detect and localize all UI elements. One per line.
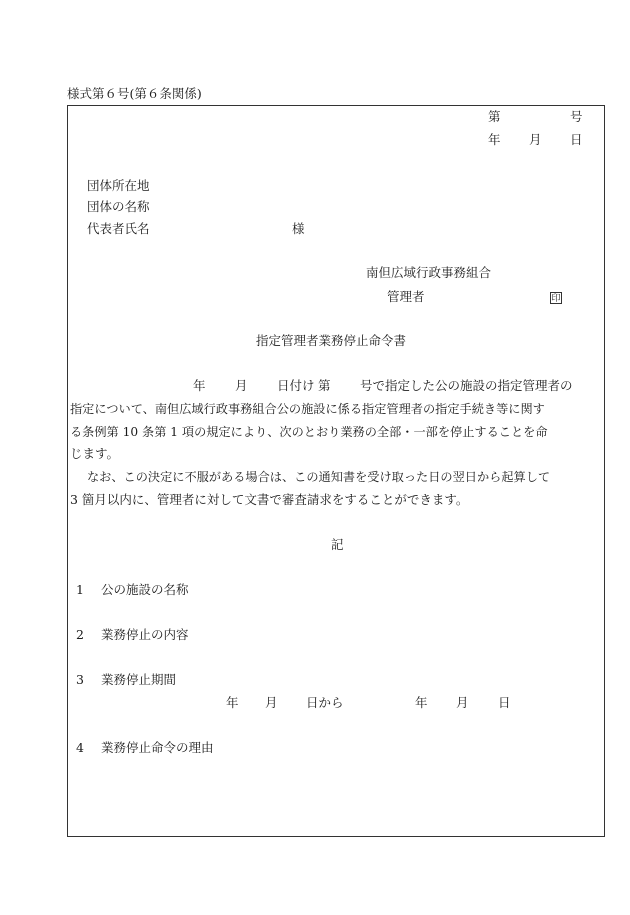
seal-icon: 印 bbox=[551, 294, 561, 304]
period-day1-from: 日から bbox=[306, 695, 344, 710]
number-go: 号 bbox=[570, 109, 583, 124]
body-line2: 指定について、南但広域行政事務組合公の施設に係る指定管理者の指定手続き等に関す bbox=[70, 402, 545, 416]
recipient-name-label: 団体の名称 bbox=[87, 199, 150, 214]
issuer-seal bbox=[550, 291, 562, 304]
body-line6: 3 箇月以内に、管理者に対して文書で審査請求をすることができます。 bbox=[70, 492, 469, 507]
body-l1-month: 月 bbox=[235, 378, 248, 393]
date-month: 月 bbox=[529, 132, 542, 147]
body-l1-rest: 号で指定した公の施設の指定管理者の bbox=[360, 378, 573, 393]
number-dai: 第 bbox=[488, 109, 501, 124]
period-day2: 日 bbox=[498, 695, 511, 710]
body-line4: じます。 bbox=[70, 446, 120, 461]
document-title: 指定管理者業務停止命令書 bbox=[256, 333, 407, 348]
body-l1-dai: 第 bbox=[318, 378, 331, 393]
period-year1: 年 bbox=[226, 695, 239, 710]
body-l1-dated: 日付け bbox=[277, 378, 315, 393]
item-1-label: 公の施設の名称 bbox=[101, 582, 189, 597]
recipient-rep-label: 代表者氏名 bbox=[87, 221, 150, 236]
issuer-org: 南但広域行政事務組合 bbox=[366, 265, 492, 280]
body-line5: なお、この決定に不服がある場合は、この通知書を受け取った日の翌日から起算して bbox=[87, 470, 551, 484]
date-day: 日 bbox=[570, 132, 583, 147]
period-month1: 月 bbox=[265, 695, 278, 710]
period-month2: 月 bbox=[456, 695, 469, 710]
item-4-label: 業務停止命令の理由 bbox=[101, 740, 214, 755]
date-year: 年 bbox=[488, 132, 501, 147]
period-year2: 年 bbox=[415, 695, 428, 710]
recipient-address-label: 団体所在地 bbox=[87, 178, 150, 193]
item-2-label: 業務停止の内容 bbox=[101, 627, 189, 642]
item-4-num: 4 bbox=[76, 740, 84, 755]
item-3-label: 業務停止期間 bbox=[101, 672, 177, 687]
ki-label: 記 bbox=[331, 537, 344, 552]
form-title: 様式第６号(第６条関係) bbox=[67, 86, 202, 101]
body-l1-year: 年 bbox=[193, 378, 206, 393]
body-line3: る条例第 10 条第 1 項の規定により、次のとおり業務の全部・一部を停止することを命 bbox=[70, 425, 548, 439]
item-2-num: 2 bbox=[76, 627, 84, 642]
item-3-num: 3 bbox=[76, 672, 84, 687]
item-1-num: 1 bbox=[76, 582, 84, 597]
recipient-honorific: 様 bbox=[292, 221, 305, 236]
issuer-title: 管理者 bbox=[387, 289, 425, 304]
